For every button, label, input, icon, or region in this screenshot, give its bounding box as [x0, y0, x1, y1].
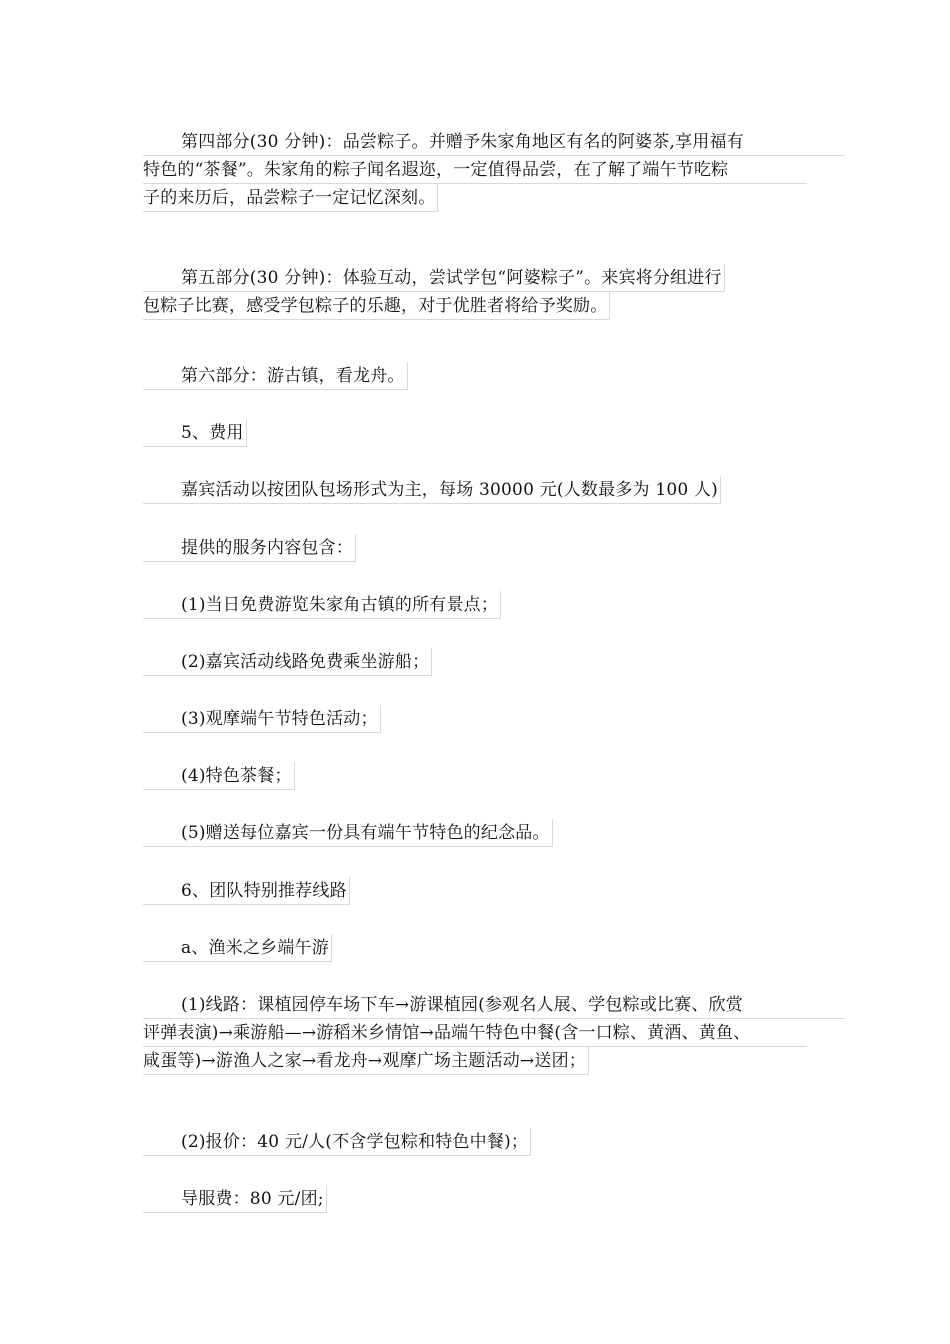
- text-line: 第六部分：游古镇，看龙舟。: [143, 362, 408, 390]
- paragraph-part-5: [143, 264, 725, 320]
- text-line: 第五部分(30 分钟)：体验互动，尝试学包“阿婆粽子”。来宾将分组进行: [143, 264, 725, 292]
- text-line: (5)赠送每位嘉宾一份具有端午节特色的纪念品。: [143, 819, 553, 847]
- text-line: 第四部分(30 分钟)：品尝粽子。并赠予朱家角地区有名的阿婆茶,享用福有: [143, 128, 845, 156]
- text-line: (2)嘉宾活动线路免费乘坐游船；: [143, 648, 432, 676]
- list-item-service-1: [143, 591, 501, 619]
- text-line: (2)报价：40 元/人(不含学包粽和特色中餐)；: [143, 1128, 531, 1156]
- list-item-service-2: [143, 648, 432, 676]
- subsection-heading: a、渔米之乡端午游: [143, 934, 332, 962]
- paragraph-route-a-1: [143, 991, 845, 1075]
- section-heading: 6、团队特别推荐线路: [143, 877, 350, 905]
- text-line: (3)观摩端午节特色活动；: [143, 705, 381, 733]
- text-line: 嘉宾活动以按团队包场形式为主，每场 30000 元(人数最多为 100 人): [143, 476, 721, 504]
- text-line: 特色的“茶餐”。朱家角的粽子闻名遐迩，一定值得品尝，在了解了端午节吃粽: [143, 156, 807, 184]
- heading-route: [143, 877, 350, 905]
- text-line: 咸蛋等)→游渔人之家→看龙舟→观摩广场主题活动→送团；: [143, 1047, 589, 1075]
- text-line: (1)线路：课植园停车场下车→游课植园(参观名人展、学包粽或比赛、欣赏: [143, 991, 845, 1019]
- paragraph-part-6: [143, 362, 408, 390]
- text-line: 评弹表演)→乘游船—→游稻米乡情馆→品端午特色中餐(含一口粽、黄酒、黄鱼、: [143, 1019, 807, 1047]
- list-item-service-5: [143, 819, 553, 847]
- paragraph-guide-fee: [143, 1185, 327, 1213]
- paragraph-fee: [143, 476, 721, 504]
- text-line: 提供的服务内容包含：: [143, 534, 356, 562]
- list-item-service-3: [143, 705, 381, 733]
- paragraph-service-intro: [143, 534, 356, 562]
- text-line: (1)当日免费游览朱家角古镇的所有景点；: [143, 591, 501, 619]
- section-heading: 5、费用: [143, 419, 247, 447]
- heading-route-a: [143, 934, 332, 962]
- list-item-service-4: [143, 762, 295, 790]
- heading-fee: [143, 419, 247, 447]
- text-line: 包粽子比赛，感受学包粽子的乐趣，对于优胜者将给予奖励。: [143, 292, 610, 320]
- text-line: (4)特色茶餐；: [143, 762, 295, 790]
- text-line: 子的来历后，品尝粽子一定记忆深刻。: [143, 184, 438, 212]
- text-line: 导服费：80 元/团;: [143, 1185, 327, 1213]
- paragraph-route-a-2: [143, 1128, 531, 1156]
- paragraph-part-4: [143, 128, 845, 212]
